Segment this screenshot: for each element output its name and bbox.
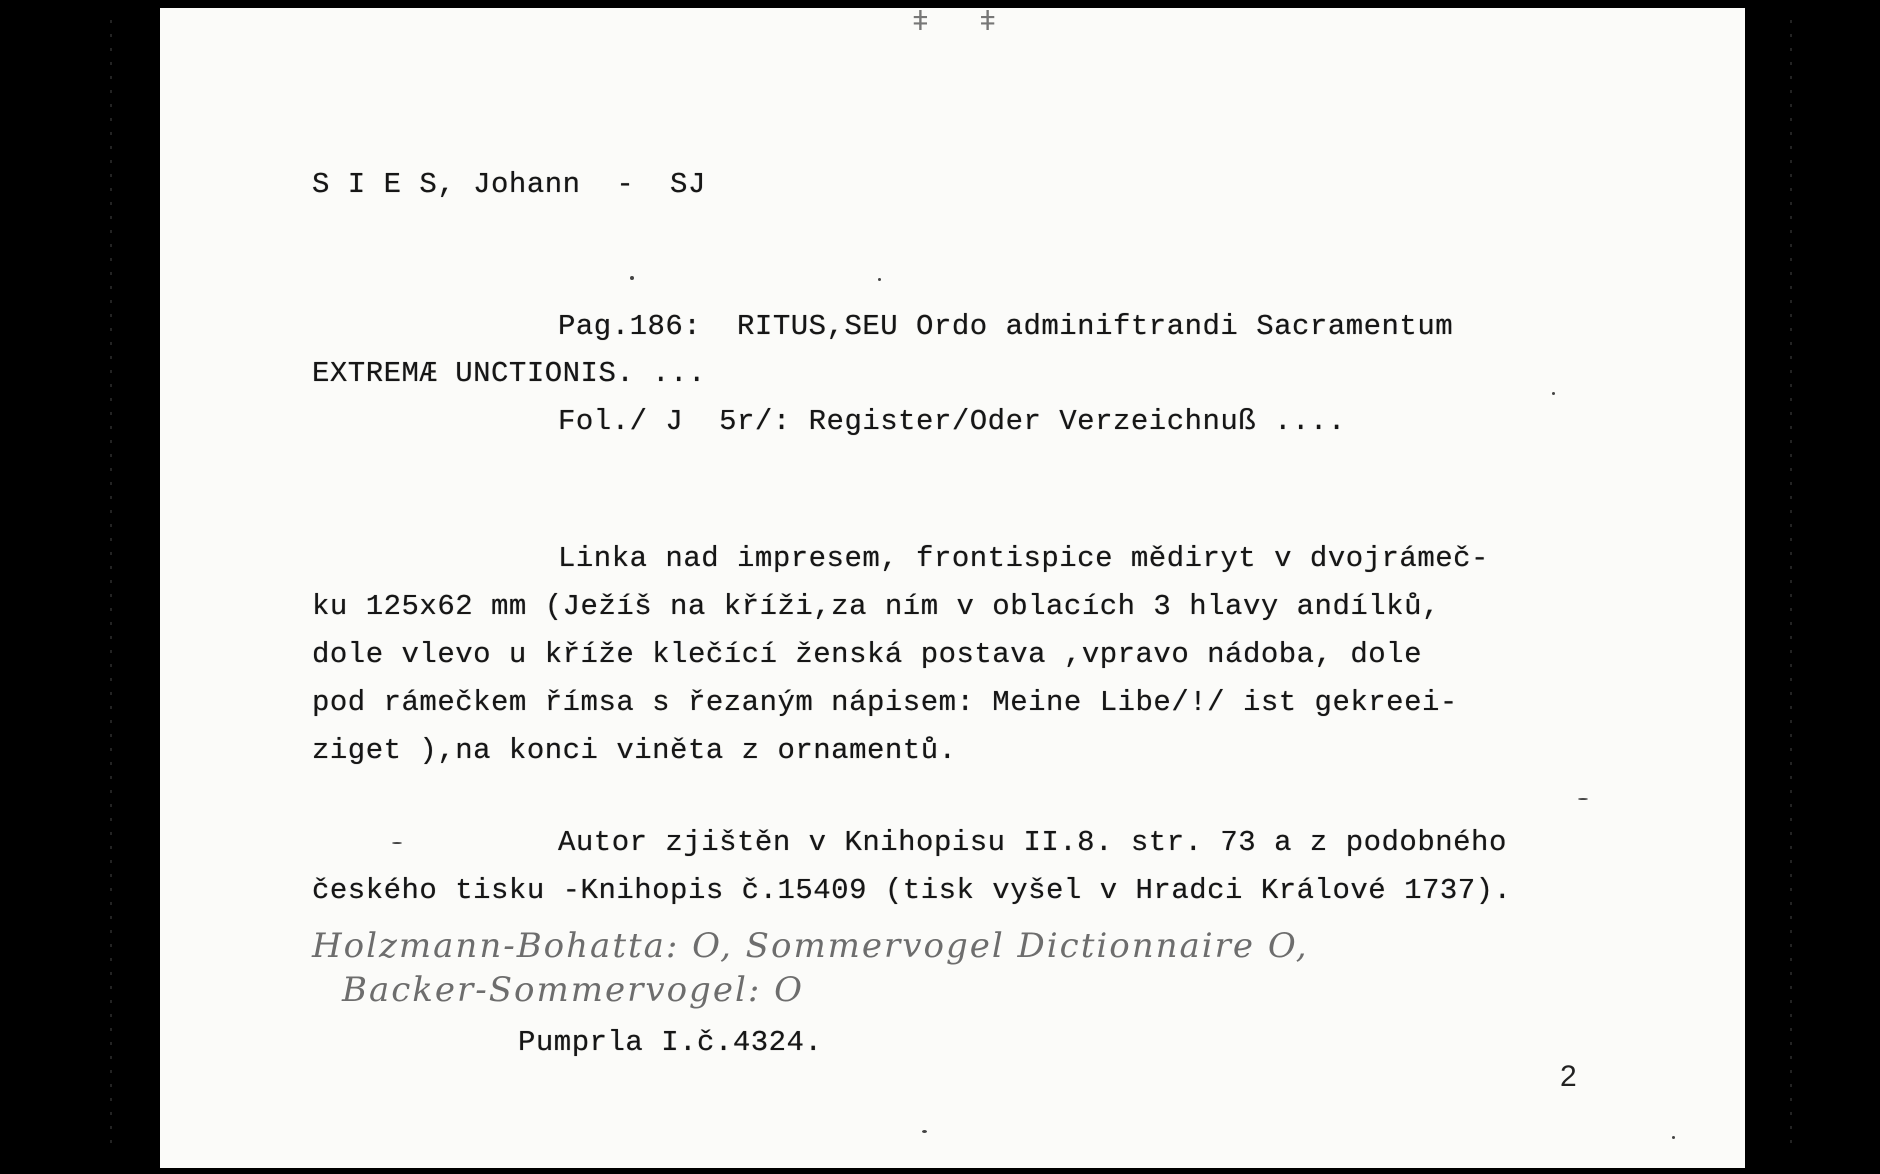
handwritten-note-1: Holzmann-Bohatta: O, Sommervogel Dictionnaire O, [312,926,1309,966]
card-heading: S I E S, Johann - SJ [312,168,706,201]
speck [1578,798,1588,800]
text-line-4: Linka nad impresem, frontispice mědiryt v dvojrámeč- [558,542,1489,575]
speck [1672,1136,1675,1139]
speck [922,1130,927,1133]
speck [392,842,402,844]
speck [630,276,634,280]
text-line-9: Autor zjištěn v Knihopisu II.8. str. 73 a z podobného [558,826,1507,859]
speck [878,278,881,281]
speck [1552,392,1555,395]
right-edge-dots [1790,20,1792,1150]
top-mark: ǂ ǂ [912,8,997,39]
text-line-7: pod rámečkem římsa s řezaným nápisem: Meine Libe/!/ ist gekreei- [312,686,1458,719]
text-line-11: Pumprla I.č.4324. [518,1026,823,1059]
text-line-10: českého tisku -Knihopis č.15409 (tisk vyšel v Hradci Králové 1737). [312,874,1512,907]
text-line-8: ziget ),na konci viněta z ornamentů. [312,734,957,767]
catalog-card [160,8,1745,1168]
page-number: 2 [1560,1060,1577,1093]
left-edge-dots [110,20,112,1150]
text-line-6: dole vlevo u kříže klečící ženská postava ,vpravo nádoba, dole [312,638,1422,671]
text-line-5: ku 125x62 mm (Ježíš na kříži,za ním v oblacích 3 hlavy andílků, [312,590,1440,623]
handwritten-note-2: Backer-Sommervogel: O [342,970,804,1010]
text-line-1: Pag.186: RITUS,SEU Ordo adminiftrandi Sacramentum [558,310,1454,343]
text-line-3: Fol./ J 5r/: Register/Oder Verzeichnuß .... [558,405,1346,438]
text-line-2: EXTREMÆ UNCTIONIS. ... [312,357,706,390]
